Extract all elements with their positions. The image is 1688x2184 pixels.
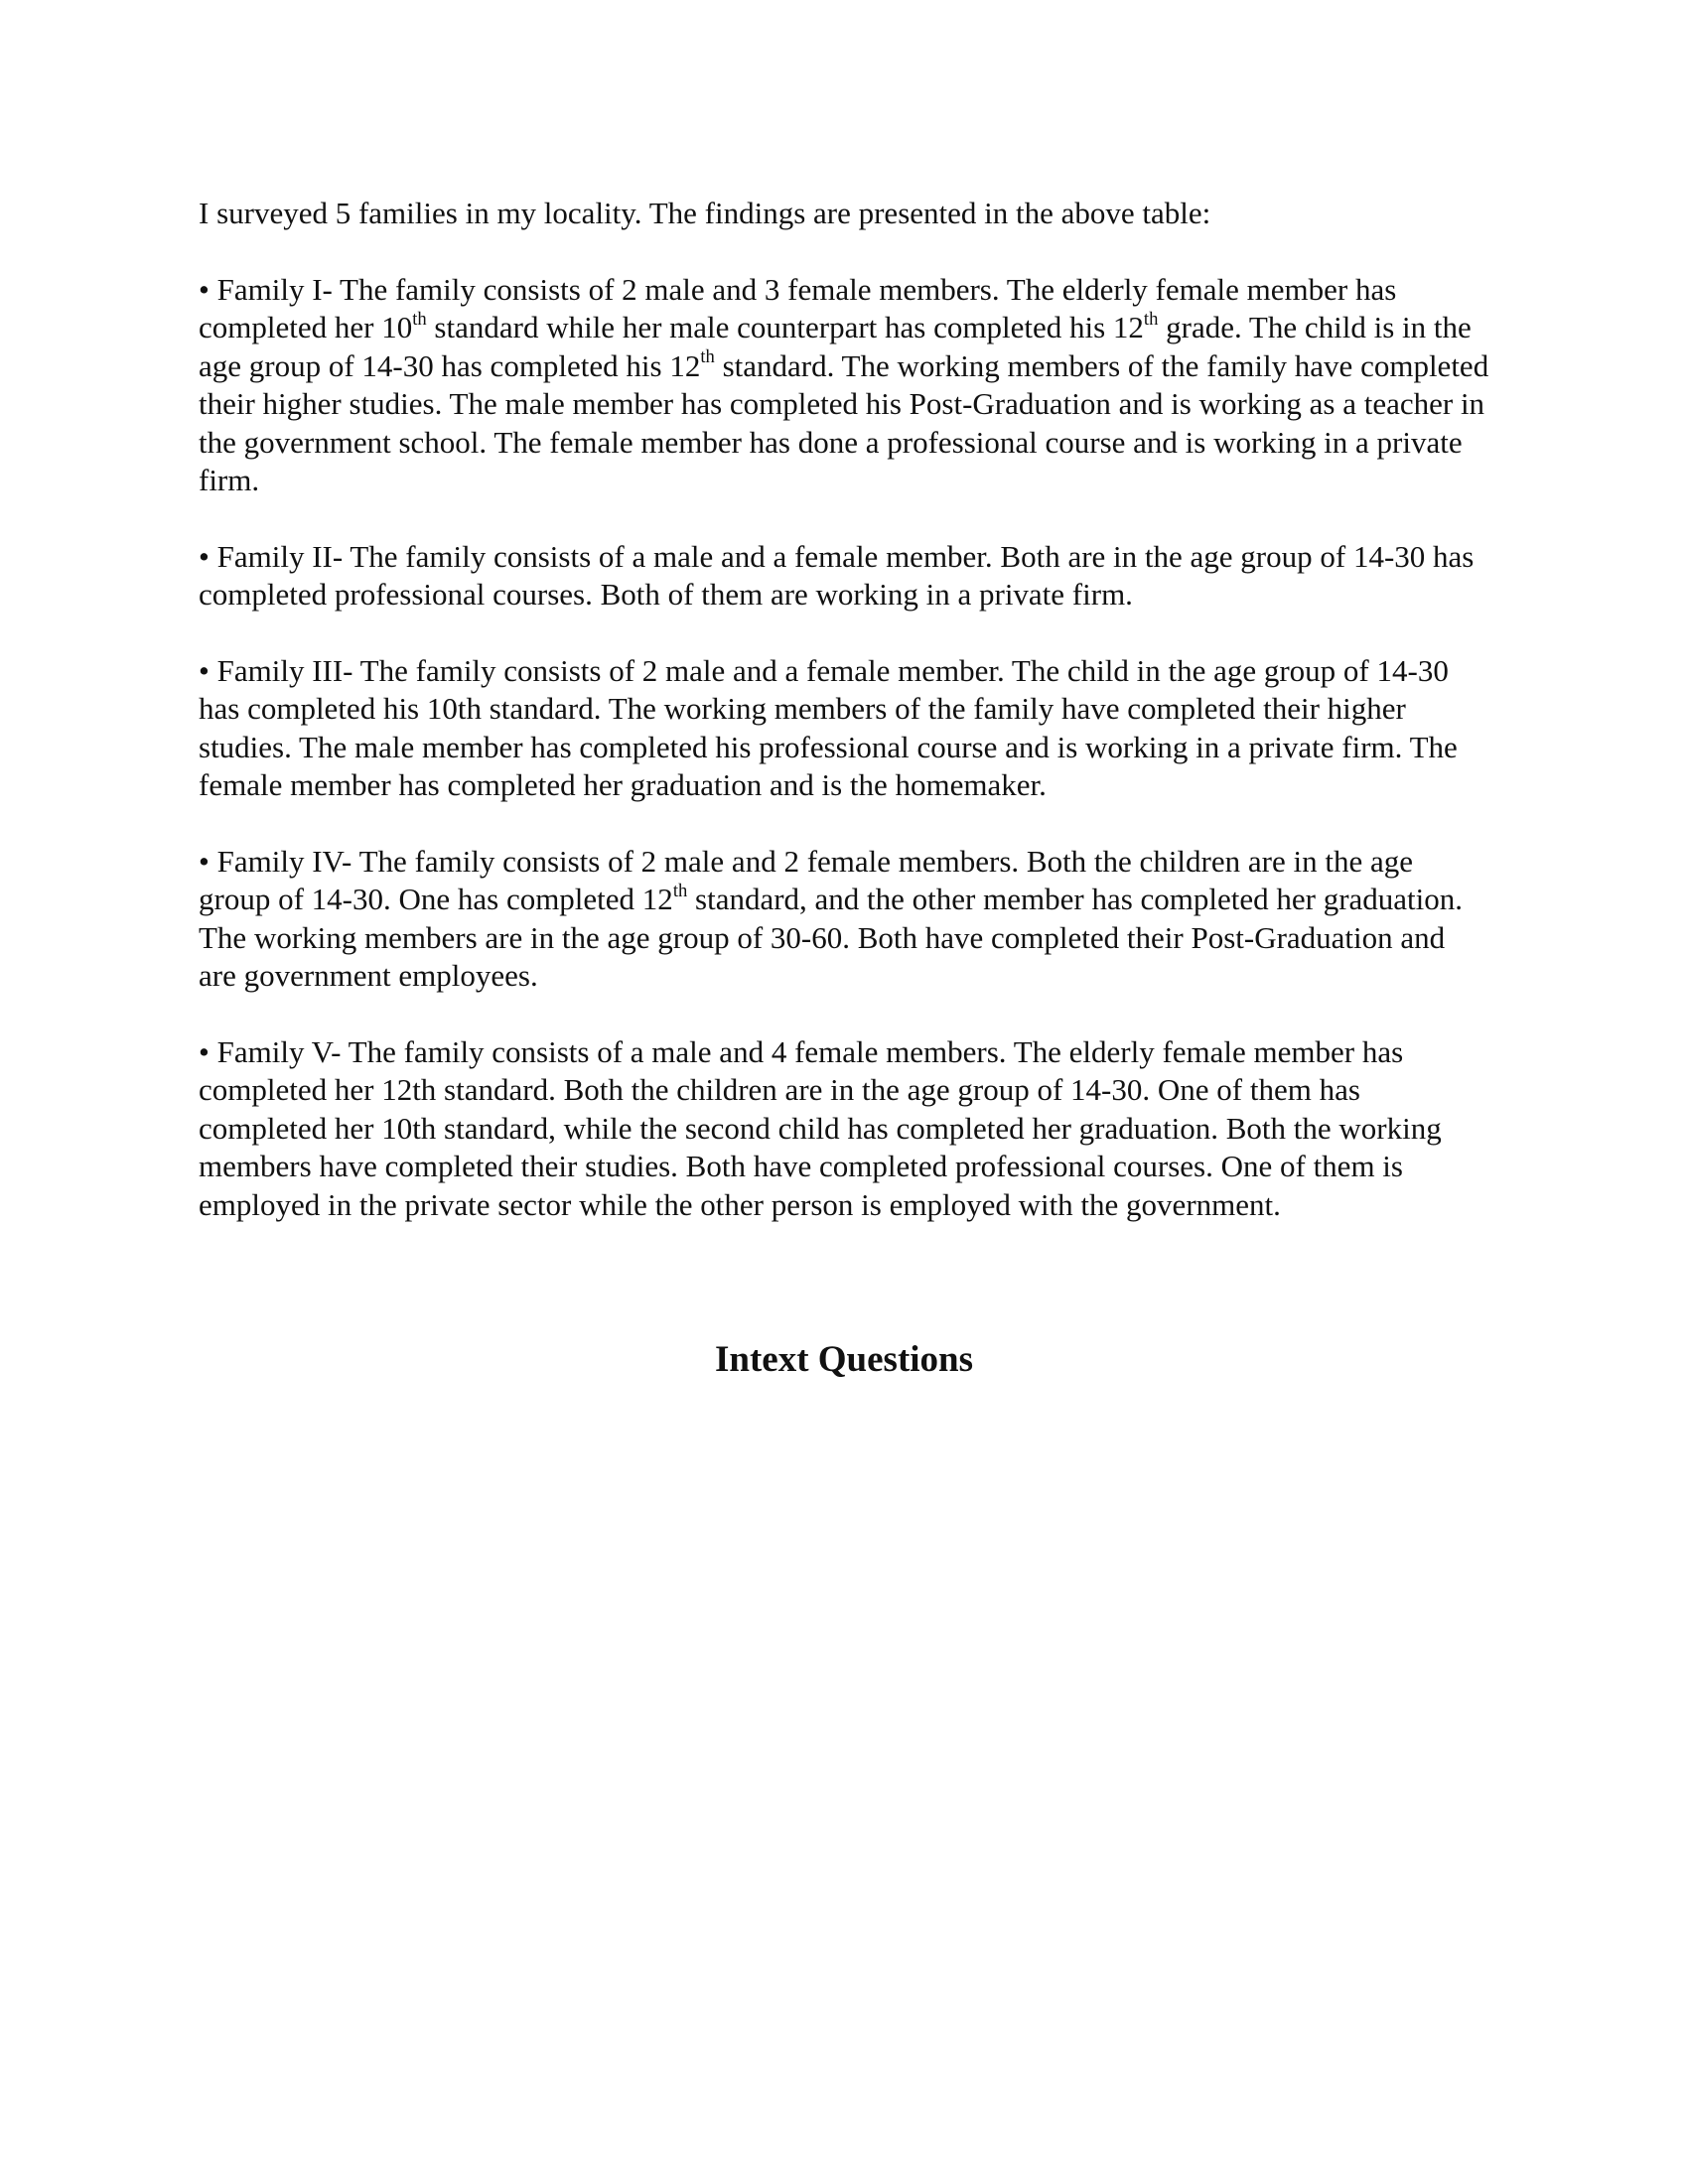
section-heading: Intext Questions xyxy=(714,1339,974,1380)
family-2-paragraph: • Family II- The family consists of a male and a female member. Both are in the age group of 14-30 has completed professional courses. Both of them are working in a private firm. xyxy=(199,538,1475,612)
survey-text xyxy=(199,195,1489,1224)
family-1-paragraph: • Family I- The family consists of 2 male and 3 female members. The elderly female member has completed her 10th standard while her male counterpart has completed his 12th grade. The child is in the age group of 14-30 has completed his 12th standard. The working members of the family have completed their higher studies. The male member has completed his Post-Graduation and is working as a teacher in the government school. The female member has done a professional course and is working in a private firm. xyxy=(199,271,1489,497)
family-4-paragraph: • Family IV- The family consists of 2 male and 2 female members. Both the children are in the age group of 14-30. One has completed 12th standard, and the other member has completed her graduation. The working members are in the age group of 30-60. Both have completed their Post-Graduation and are government employees. xyxy=(199,843,1464,993)
intro-paragraph: I surveyed 5 families in my locality. The findings are presented in the above table: xyxy=(199,196,1211,230)
family-3-paragraph: • Family III- The family consists of 2 male and a female member. The child in the age group of 14-30 has completed his 10th standard. The working members of the family have completed their higher studies. The male member has completed his professional course and is working in a private firm. The female member has completed her graduation and is the homemaker. xyxy=(199,652,1458,802)
family-5-paragraph: • Family V- The family consists of a male and 4 female members. The elderly female member has completed her 12th standard. Both the children are in the age group of 14-30. One of them has completed her 10th standard, while the second child has completed her graduation. Both the working members have completed their studies. Both have completed professional courses. One of them is employed in the private sector while the other person is employed with the government. xyxy=(199,1033,1442,1222)
